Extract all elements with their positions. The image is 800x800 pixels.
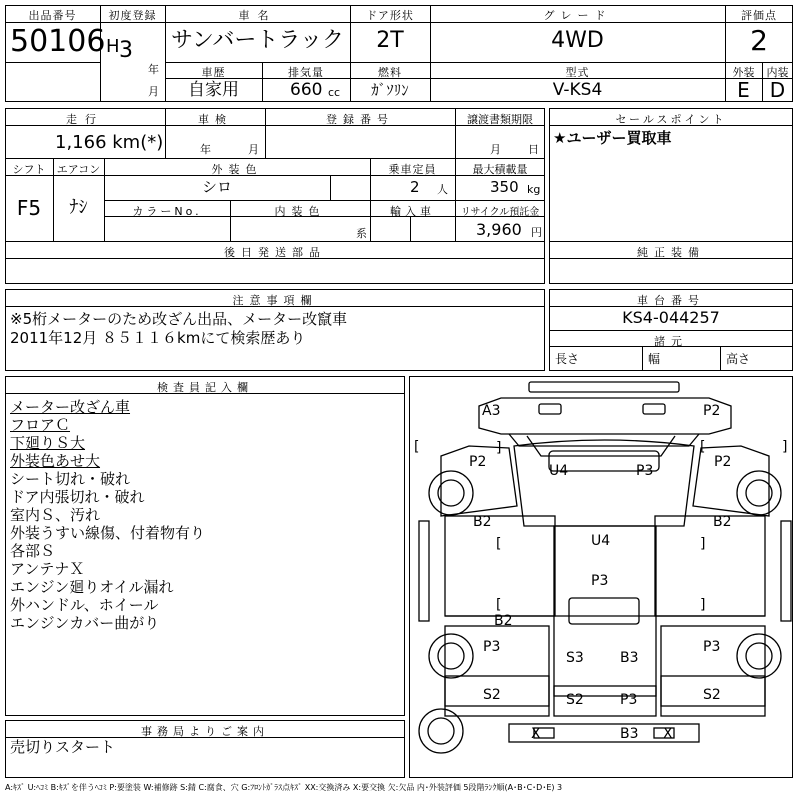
import-label: 輸入車 — [390, 205, 435, 218]
inspector-line-13: エンジンカバー曲がり — [10, 614, 160, 632]
sales-point-label: セールスポイント — [615, 113, 727, 126]
inspector-line-9: 各部Ｓ — [10, 542, 56, 560]
sales-point: ★ユーザー買取車 — [553, 129, 672, 147]
lot-no-label: 出品番号 — [28, 9, 77, 22]
car-name-label: 車名 — [238, 9, 277, 22]
bracket-mark: [ — [496, 536, 502, 552]
inspector-line-6: ドア内張切れ・破れ — [10, 488, 145, 506]
damage-mark: P2 — [703, 403, 721, 419]
damage-mark: U4 — [591, 533, 611, 549]
damage-mark: B2 — [473, 514, 492, 530]
inspector-line-12: 外ハンドル、ホイール — [10, 596, 159, 614]
inspection-month: 月 — [248, 143, 259, 156]
shift-label: シフト — [12, 163, 46, 176]
score-label: 評価点 — [741, 9, 777, 22]
transfer-month: 月 — [490, 143, 501, 156]
bracket-mark: ] — [496, 440, 502, 456]
inspector-line-7: 室内Ｓ、汚れ — [10, 506, 101, 524]
damage-mark: A3 — [482, 403, 501, 419]
displacement-label: 排気量 — [288, 66, 324, 79]
transfer-day: 日 — [528, 143, 539, 156]
damage-mark: B2 — [494, 613, 513, 629]
bracket-mark: [ — [496, 597, 502, 613]
fuel-label: 燃料 — [378, 66, 402, 79]
ext-color-label: 外装色 — [211, 163, 263, 176]
damage-mark: P2 — [714, 454, 732, 470]
bracket-mark: [ — [700, 439, 706, 455]
damage-mark: S2 — [703, 687, 721, 703]
transfer-label: 譲渡書類期限 — [467, 113, 533, 126]
fuel: ｶﾞｿﾘﾝ — [371, 81, 409, 99]
int-color-label: 内装色 — [274, 205, 326, 218]
ext-color: シロ — [201, 178, 232, 196]
ac: ﾅｼ — [69, 197, 88, 218]
door-label: ドア形状 — [366, 9, 414, 22]
registration-label: 登録番号 — [326, 113, 394, 126]
capacity-unit: 人 — [437, 183, 448, 196]
color-no-label: カラーNo. — [132, 205, 202, 218]
displacement-unit: cc — [328, 86, 341, 99]
capacity-label: 乗車定員 — [388, 163, 437, 176]
inspector-label: 検査員記入欄 — [157, 381, 253, 394]
int-color-unit: 系 — [356, 227, 367, 240]
damage-mark: P3 — [591, 573, 609, 589]
inspector-line-3: 下廻りＳ大 — [10, 434, 86, 452]
model: V-KS4 — [552, 80, 603, 100]
later-parts-label: 後日発送部品 — [224, 246, 326, 259]
exterior-grade: E — [737, 78, 750, 102]
damage-mark: P3 — [620, 692, 638, 708]
interior-grade: D — [769, 78, 786, 102]
capacity: 2 — [410, 178, 420, 196]
lot-number: 50106 — [10, 24, 106, 59]
mileage: 1,166 km(*) — [55, 132, 164, 153]
damage-mark: S2 — [483, 687, 501, 703]
model-label: 型式 — [565, 66, 590, 79]
history-label: 車歴 — [201, 66, 226, 79]
inspector-line-10: アンテナＸ — [10, 560, 85, 578]
first-reg-label: 初度登録 — [108, 9, 157, 22]
height-label: 高さ — [726, 352, 751, 366]
era-letter: H — [106, 36, 120, 57]
genuine-equipment-label: 純正装備 — [637, 246, 705, 259]
legend: A:ｷｽﾞ U:ﾍｺﾐ B:ｷｽﾞを伴うﾍｺﾐ P:要塗装 W:補修跡 S:錆 C:腐食、穴 G:ﾌﾛﾝﾄｶﾞﾗｽ点ｷｽﾞ XX:交換済み X:要交換 欠:欠品 内･外装評価 5段階ﾗﾝｸ順(A･B･C･D･E) 3 — [5, 783, 563, 792]
bracket-mark: ] — [782, 439, 788, 455]
caution-line-1: ※5桁メーターのため改ざん出品、メーター改竄車 — [10, 310, 348, 328]
inspection-label: 車検 — [198, 113, 232, 126]
max-load-unit: kg — [527, 183, 541, 196]
bracket-mark: ] — [700, 536, 706, 552]
damage-mark: B3 — [620, 650, 639, 666]
damage-mark: P2 — [469, 454, 487, 470]
inspector-line-2: フロアＣ — [10, 416, 71, 434]
recycle-label: リサイクル預託金 — [460, 207, 540, 218]
recycle-unit: 円 — [531, 226, 542, 239]
damage-mark: P3 — [483, 639, 501, 655]
length-label: 長さ — [555, 352, 580, 366]
damage-mark: U4 — [549, 463, 569, 479]
damage-mark: B3 — [620, 726, 639, 742]
damage-mark: S2 — [566, 692, 584, 708]
width-label: 幅 — [648, 352, 661, 366]
inspector-line-1: メーター改ざん車 — [10, 398, 131, 416]
damage-mark: X — [531, 726, 541, 742]
damage-mark: X — [663, 726, 673, 742]
max-load-label: 最大積載量 — [472, 163, 528, 176]
office-label: 事務局よりご案内 — [141, 725, 269, 738]
damage-mark: P3 — [636, 463, 654, 479]
damage-mark: B2 — [713, 514, 732, 530]
month-unit: 月 — [148, 85, 159, 98]
inspector-line-4: 外装色あせ大 — [10, 452, 101, 470]
inspector-line-8: 外装うすい線傷、付着物有り — [10, 524, 206, 542]
displacement: 660 — [290, 80, 323, 100]
office-message: 売切りスタート — [10, 738, 116, 756]
car-name: サンバートラック — [171, 28, 344, 53]
chassis-number: KS4-044257 — [622, 308, 720, 327]
max-load: 350 — [490, 178, 519, 196]
inspector-line-11: エンジン廻りオイル漏れ — [10, 578, 174, 596]
year-unit: 年 — [148, 63, 159, 76]
bracket-mark: ] — [700, 597, 706, 613]
shift: F5 — [16, 196, 42, 220]
caution-line-2: 2011年12月 ８５１１６kmにて検索歴あり — [10, 329, 306, 347]
score: 2 — [750, 24, 768, 57]
chassis-label: 車台番号 — [637, 294, 705, 307]
reg-year: 3 — [119, 38, 133, 63]
grade-label: グレード — [543, 9, 612, 22]
damage-mark: P3 — [703, 639, 721, 655]
caution-label: 注意事項欄 — [232, 294, 318, 307]
mileage-label: 走行 — [66, 113, 104, 126]
grade: 4WD — [551, 28, 604, 53]
recycle-amount: 3,960 — [476, 220, 522, 239]
dims-label: 諸元 — [654, 335, 688, 348]
damage-mark: S3 — [566, 650, 584, 666]
bracket-mark: [ — [414, 439, 420, 455]
inspector-line-5: シート切れ・破れ — [10, 470, 131, 488]
ac-label: エアコン — [56, 163, 101, 176]
exterior-label: 外装 — [732, 66, 755, 79]
history: 自家用 — [188, 80, 239, 100]
door-type: 2T — [376, 28, 404, 53]
interior-label: 内装 — [766, 66, 789, 79]
inspection-year: 年 — [200, 143, 211, 156]
